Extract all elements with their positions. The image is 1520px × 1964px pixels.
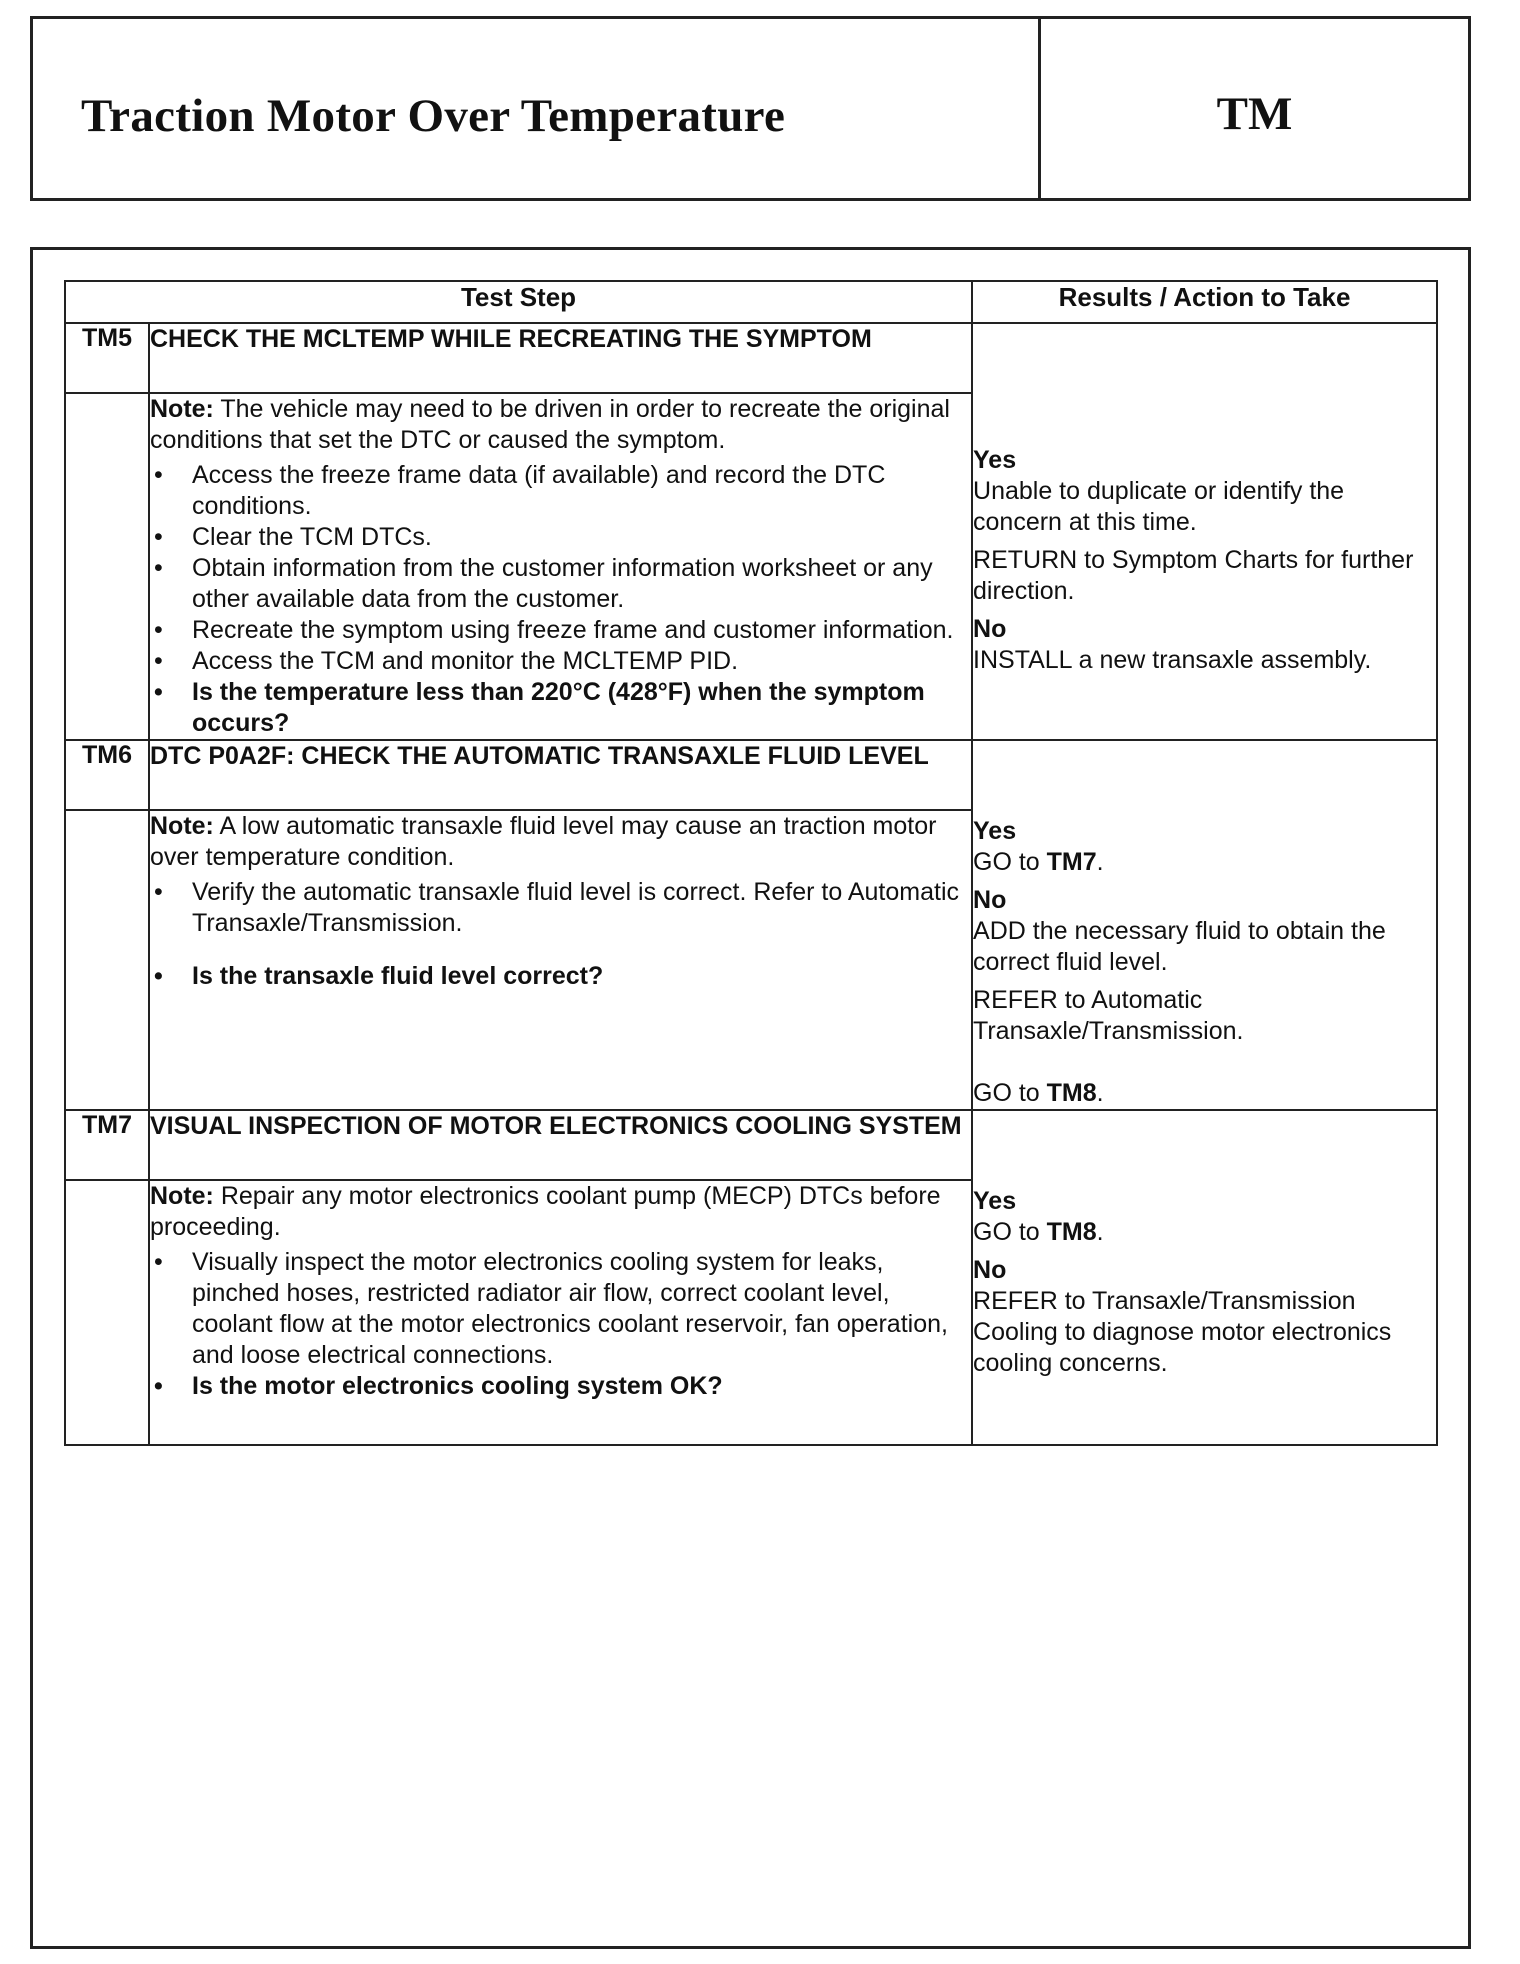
step-title-row (65, 740, 1437, 810)
step-results (972, 740, 1437, 1110)
note-label: Note: (150, 812, 214, 840)
note-label: Note: (150, 1182, 214, 1210)
test-step-table (64, 280, 1438, 1446)
col-header-test-step: Test Step (65, 281, 972, 323)
yes-text-2: RETURN to Symptom Charts for further direction. (973, 545, 1414, 605)
no-text: ADD the necessary fluid to obtain the correct fluid level. (973, 917, 1386, 976)
note-text: A low automatic transaxle fluid level may cause an traction motor over temperature condition. (150, 812, 937, 871)
step-id: TM5 (65, 323, 149, 393)
bullet-list (150, 877, 971, 992)
list-item: • Access the freeze frame data (if available) and record the DTC conditions. (154, 461, 886, 520)
step-note (150, 1181, 971, 1243)
table-header-row (65, 281, 1437, 323)
no-label: No (973, 1256, 1007, 1284)
step-id-spacer (65, 393, 149, 740)
step-title: CHECK THE MCLTEMP WHILE RECREATING THE SYMPTOM (149, 323, 972, 393)
step-title-row (65, 323, 1437, 393)
no-text: REFER to Transaxle/Transmission Cooling to diagnose motor electronics cooling concerns. (973, 1287, 1392, 1377)
step-title-row (65, 1110, 1437, 1180)
no-label: No (973, 886, 1007, 914)
step-note (150, 811, 971, 873)
yes-label: Yes (973, 1187, 1017, 1215)
col-header-results: Results / Action to Take (972, 281, 1437, 323)
step-question: • Is the motor electronics cooling system OK? (154, 1372, 723, 1400)
page-header (30, 16, 1471, 201)
step-id: TM6 (65, 740, 149, 810)
no-action: GO to TM8. (973, 1079, 1104, 1107)
no-text: INSTALL a new transaxle assembly. (973, 645, 1372, 674)
step-results (972, 1110, 1437, 1445)
list-item: • Recreate the symptom using freeze frame and customer information. (154, 616, 954, 644)
step-id: TM7 (65, 1110, 149, 1180)
yes-action: GO to TM8. (973, 1218, 1104, 1246)
list-item: • Verify the automatic transaxle fluid level is correct. Refer to Automatic Transaxle/Transmission. (154, 878, 960, 937)
yes-label: Yes (973, 445, 1017, 474)
no-text-2: REFER to Automatic Transaxle/Transmission. (973, 986, 1244, 1045)
no-label: No (973, 614, 1007, 643)
yes-text: Unable to duplicate or identify the concern at this time. (973, 476, 1345, 536)
goto-ref[interactable]: TM7 (1046, 848, 1097, 876)
list-item: • Visually inspect the motor electronics cooling system for leaks, pinched hoses, restricted radiator air flow, correct coolant level, coolant flow at the motor electronics coolant reservoir, fan operation, and loose electrical connections. (154, 1248, 948, 1369)
step-id-spacer (65, 1180, 149, 1445)
step-note (150, 394, 971, 456)
step-results (972, 323, 1437, 740)
step-question: • Is the transaxle fluid level correct? (154, 962, 604, 990)
yes-label: Yes (973, 817, 1017, 845)
step-body (149, 810, 972, 1110)
step-title: DTC P0A2F: CHECK THE AUTOMATIC TRANSAXLE FLUID LEVEL (149, 740, 972, 810)
yes-action: GO to TM7. (973, 848, 1104, 876)
note-text: The vehicle may need to be driven in order to recreate the original conditions that set the DTC or caused the symptom. (150, 395, 950, 454)
note-label: Note: (150, 395, 214, 423)
list-item: • Obtain information from the customer information worksheet or any other available data from the customer. (154, 554, 933, 613)
bullet-list (150, 460, 971, 739)
step-question: • Is the temperature less than 220°C (428°F) when the symptom occurs? (154, 678, 925, 737)
step-id-spacer (65, 810, 149, 1110)
list-item: • Clear the TCM DTCs. (154, 523, 432, 551)
goto-ref[interactable]: TM8 (1046, 1079, 1097, 1107)
step-title: VISUAL INSPECTION OF MOTOR ELECTRONICS COOLING SYSTEM (149, 1110, 972, 1180)
page-title: Traction Motor Over Temperature (81, 90, 786, 142)
bullet-list (150, 1247, 971, 1402)
step-body (149, 393, 972, 740)
section-code: TM (1216, 88, 1293, 140)
list-item: • Access the TCM and monitor the MCLTEMP PID. (154, 647, 739, 675)
step-body (149, 1180, 972, 1445)
note-text: Repair any motor electronics coolant pump (MECP) DTCs before proceeding. (150, 1182, 941, 1241)
goto-ref[interactable]: TM8 (1046, 1218, 1097, 1246)
